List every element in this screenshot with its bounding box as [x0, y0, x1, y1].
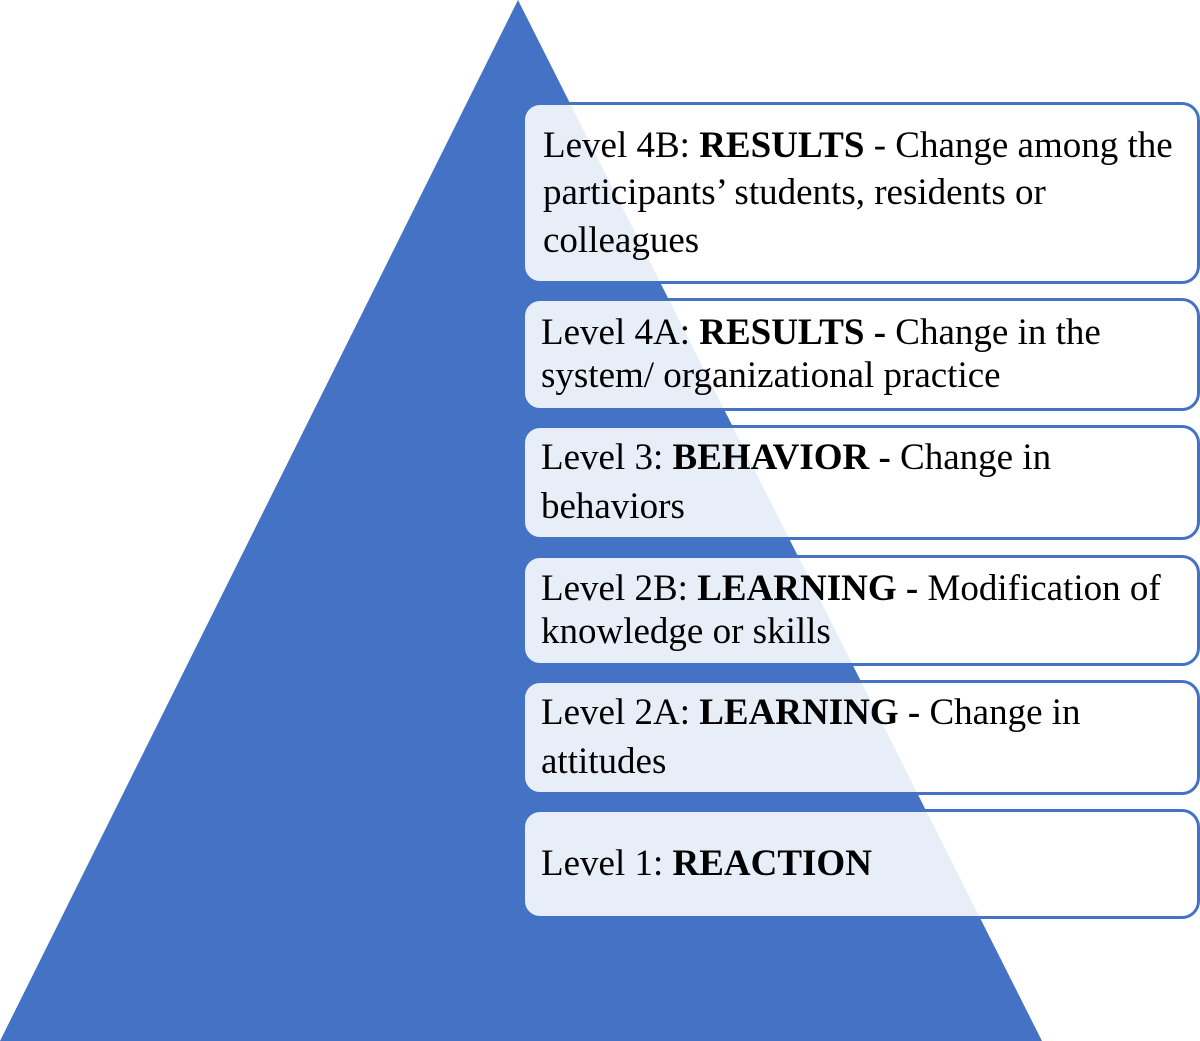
level-4b-keyword: RESULTS — [699, 124, 865, 166]
level-1-box — [522, 809, 1200, 919]
level-3-box — [522, 425, 1200, 540]
level-1-keyword: REACTION — [672, 842, 872, 884]
level-2a-keyword: LEARNING - — [699, 691, 921, 733]
level-2b-box — [522, 555, 1200, 666]
level-2b-text — [541, 568, 1181, 654]
level-1-prefix: Level 1: — [541, 842, 673, 884]
level-2b-keyword: LEARNING - — [697, 567, 919, 609]
level-3-description: Change in behaviors — [541, 436, 1052, 527]
level-4a-text — [541, 312, 1181, 398]
level-3-text — [541, 434, 1181, 532]
level-4b-box — [522, 102, 1200, 284]
level-2a-description: Change in attitudes — [541, 691, 1081, 782]
level-2a-text — [541, 689, 1181, 787]
level-4a-description: Change in the system/ organizational practice — [541, 311, 1101, 396]
level-3-prefix: Level 3: — [541, 436, 673, 478]
level-2b-description: Modification of knowledge or skills — [541, 567, 1161, 652]
level-2b-prefix: Level 2B: — [541, 567, 698, 609]
level-4b-text — [543, 122, 1181, 264]
level-2a-prefix: Level 2A: — [541, 691, 700, 733]
level-4b-prefix: Level 4B: — [543, 124, 700, 166]
level-2a-box — [522, 680, 1200, 795]
level-4a-prefix: Level 4A: — [541, 311, 700, 353]
level-4b-description: - Change among the participants’ students, residents or colleagues — [543, 124, 1173, 261]
level-4a-box — [522, 298, 1200, 411]
level-3-keyword: BEHAVIOR - — [672, 436, 891, 478]
level-1-text — [541, 843, 872, 886]
level-4a-keyword: RESULTS - — [699, 311, 887, 353]
